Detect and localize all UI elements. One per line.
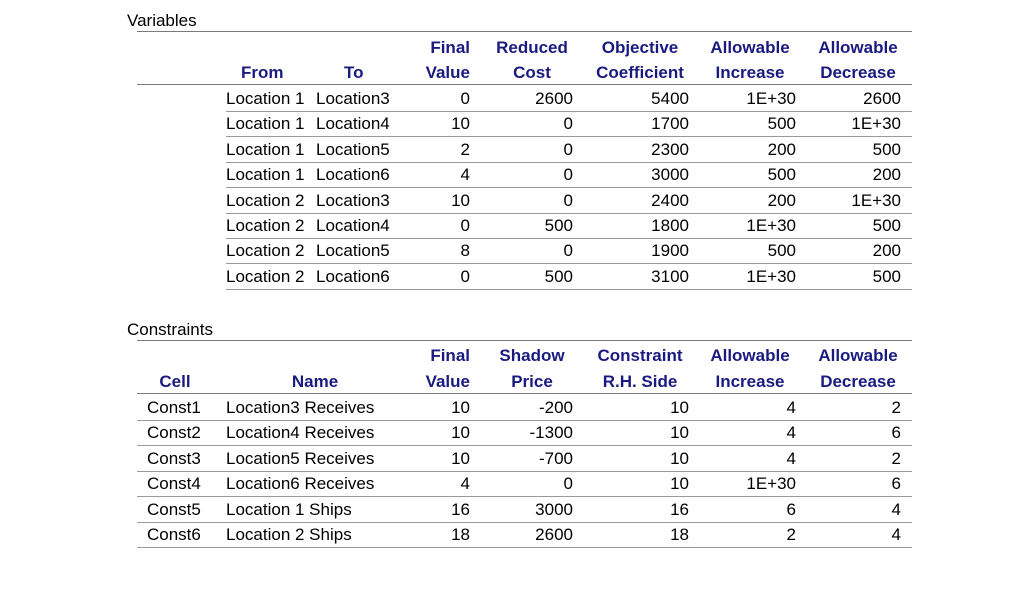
cell-constraint-rhs: 10: [670, 398, 689, 417]
cell-id: Const2: [147, 423, 201, 443]
cell-to: Location5: [316, 241, 390, 261]
cell-name: Location 1 Ships: [226, 499, 352, 519]
cell-id: Const5: [147, 499, 201, 519]
cell-name: Location6 Receives: [226, 474, 375, 494]
cell-constraint-rhs: 10: [670, 448, 689, 468]
cell-name: Location4 Receives: [226, 423, 375, 443]
cell-from: Location 2: [226, 241, 305, 261]
cell-final-value: 18: [451, 525, 470, 544]
variables-header-rule: [137, 84, 912, 85]
cell-shadow-price: 0: [563, 474, 573, 494]
header-reduced-cost-line1: Reduced: [496, 38, 568, 57]
cell-allowable-increase: 500: [767, 165, 796, 185]
cell-final-value: 2: [460, 139, 470, 159]
row-divider: [137, 496, 912, 497]
header-constraint-rhs-line2: R.H. Side: [602, 372, 678, 391]
header-shadow-price-line1: Shadow: [499, 346, 565, 365]
cell-allowable-decrease: 2: [891, 448, 901, 468]
cell-allowable-increase: 4: [786, 423, 796, 443]
cell-objective-coefficient: 3000: [651, 165, 689, 185]
header-cell: Cell: [159, 372, 191, 391]
cell-reduced-cost: 500: [544, 216, 573, 235]
cell-allowable-increase: 200: [767, 190, 796, 210]
cell-reduced-cost: 0: [563, 165, 573, 185]
header-allowable-increase-line1: Allowable: [710, 38, 790, 57]
cell-id: Const4: [147, 474, 201, 494]
header-c-allowable-increase-line2: Increase: [715, 372, 785, 391]
cell-allowable-increase: 4: [786, 398, 796, 417]
cell-from: Location 2: [226, 216, 305, 235]
row-divider: [226, 263, 912, 264]
cell-allowable-decrease: 6: [891, 474, 901, 494]
cell-allowable-increase: 2: [786, 525, 796, 544]
cell-allowable-increase: 500: [767, 114, 796, 134]
cell-allowable-decrease: 4: [891, 525, 901, 544]
cell-constraint-rhs: 16: [670, 499, 689, 519]
header-to: To: [344, 63, 364, 82]
cell-name: Location 2 Ships: [226, 525, 352, 544]
variables-title: Variables: [127, 11, 197, 30]
cell-from: Location 1: [226, 139, 305, 159]
cell-allowable-decrease: 4: [891, 499, 901, 519]
row-divider: [226, 136, 912, 137]
cell-allowable-increase: 1E+30: [746, 266, 796, 286]
row-divider: [226, 289, 912, 290]
header-constraint-rhs-line1: Constraint: [597, 346, 683, 365]
cell-constraint-rhs: 10: [670, 423, 689, 443]
cell-allowable-increase: 4: [786, 448, 796, 468]
cell-objective-coefficient: 5400: [651, 89, 689, 108]
cell-allowable-decrease: 500: [872, 216, 901, 235]
header-c-allowable-increase-line1: Allowable: [710, 346, 790, 365]
cell-final-value: 4: [460, 474, 470, 494]
cell-id: Const6: [147, 525, 201, 544]
cell-reduced-cost: 0: [563, 114, 573, 134]
cell-reduced-cost: 500: [544, 266, 573, 286]
cell-final-value: 10: [451, 398, 470, 417]
header-objective-coefficient-line1: Objective: [601, 38, 679, 57]
cell-constraint-rhs: 18: [670, 525, 689, 544]
row-divider: [226, 187, 912, 188]
cell-to: Location3: [316, 190, 390, 210]
cell-from: Location 1: [226, 165, 305, 185]
cell-allowable-increase: 1E+30: [746, 89, 796, 108]
variables-top-rule: [137, 31, 912, 32]
cell-objective-coefficient: 2300: [651, 139, 689, 159]
cell-allowable-decrease: 1E+30: [851, 190, 901, 210]
cell-from: Location 1: [226, 89, 305, 108]
header-name: Name: [291, 372, 339, 391]
cell-final-value: 10: [451, 190, 470, 210]
cell-reduced-cost: 0: [563, 241, 573, 261]
cell-final-value: 10: [451, 448, 470, 468]
header-from: From: [241, 63, 284, 82]
cell-to: Location6: [316, 165, 390, 185]
cell-allowable-decrease: 500: [872, 266, 901, 286]
cell-final-value: 10: [451, 423, 470, 443]
cell-id: Const1: [147, 398, 201, 417]
cell-objective-coefficient: 2400: [651, 190, 689, 210]
cell-reduced-cost: 0: [563, 139, 573, 159]
cell-to: Location4: [316, 216, 390, 235]
header-c-allowable-decrease-line2: Decrease: [820, 372, 896, 391]
cell-allowable-decrease: 200: [872, 241, 901, 261]
header-allowable-decrease-line2: Decrease: [820, 63, 896, 82]
header-allowable-increase-line2: Increase: [715, 63, 785, 82]
cell-allowable-increase: 6: [786, 499, 796, 519]
cell-allowable-decrease: 6: [891, 423, 901, 443]
cell-to: Location5: [316, 139, 390, 159]
cell-final-value: 0: [460, 216, 470, 235]
cell-constraint-rhs: 10: [670, 474, 689, 494]
cell-allowable-increase: 1E+30: [746, 216, 796, 235]
row-divider: [226, 238, 912, 239]
cell-shadow-price: -700: [538, 448, 573, 468]
row-divider: [137, 522, 912, 523]
header-c-final-value-line2: Value: [425, 372, 470, 391]
cell-objective-coefficient: 1700: [651, 114, 689, 134]
header-allowable-decrease-line1: Allowable: [818, 38, 898, 57]
cell-final-value: 4: [460, 165, 470, 185]
cell-reduced-cost: 0: [563, 190, 573, 210]
cell-to: Location3: [316, 89, 390, 108]
constraints-title: Constraints: [127, 320, 213, 339]
row-divider: [226, 213, 912, 214]
cell-allowable-decrease: 500: [872, 139, 901, 159]
row-divider: [137, 547, 912, 548]
cell-reduced-cost: 2600: [535, 89, 573, 108]
cell-objective-coefficient: 1800: [651, 216, 689, 235]
cell-shadow-price: -1300: [529, 423, 573, 443]
header-shadow-price-line2: Price: [511, 372, 553, 391]
cell-shadow-price: -200: [538, 398, 573, 417]
cell-final-value: 10: [451, 114, 470, 134]
cell-objective-coefficient: 1900: [651, 241, 689, 261]
row-divider: [137, 445, 912, 446]
cell-final-value: 0: [460, 89, 470, 108]
header-objective-coefficient-line2: Coefficient: [596, 63, 684, 82]
row-divider: [137, 420, 912, 421]
cell-final-value: 0: [460, 266, 470, 286]
header-c-allowable-decrease-line1: Allowable: [818, 346, 898, 365]
cell-final-value: 16: [451, 499, 470, 519]
header-reduced-cost-line2: Cost: [513, 63, 551, 82]
constraints-header-rule: [137, 393, 912, 394]
cell-from: Location 2: [226, 190, 305, 210]
cell-allowable-decrease: 1E+30: [851, 114, 901, 134]
cell-name: Location5 Receives: [226, 448, 375, 468]
cell-allowable-decrease: 200: [872, 165, 901, 185]
cell-to: Location4: [316, 114, 390, 134]
row-divider: [137, 471, 912, 472]
cell-id: Const3: [147, 448, 201, 468]
cell-from: Location 1: [226, 114, 305, 134]
cell-allowable-increase: 500: [767, 241, 796, 261]
cell-objective-coefficient: 3100: [651, 266, 689, 286]
header-final-value-line1: Final: [430, 38, 470, 57]
header-final-value-line2: Value: [425, 63, 470, 82]
header-c-final-value-line1: Final: [430, 346, 470, 365]
cell-allowable-increase: 200: [767, 139, 796, 159]
cell-name: Location3 Receives: [226, 398, 375, 417]
cell-from: Location 2: [226, 266, 305, 286]
cell-shadow-price: 3000: [535, 499, 573, 519]
constraints-top-rule: [137, 340, 912, 341]
cell-final-value: 8: [460, 241, 470, 261]
cell-allowable-decrease: 2: [891, 398, 901, 417]
cell-shadow-price: 2600: [535, 525, 573, 544]
cell-to: Location6: [316, 266, 390, 286]
row-divider: [226, 111, 912, 112]
row-divider: [226, 162, 912, 163]
cell-allowable-decrease: 2600: [863, 89, 901, 108]
cell-allowable-increase: 1E+30: [746, 474, 796, 494]
